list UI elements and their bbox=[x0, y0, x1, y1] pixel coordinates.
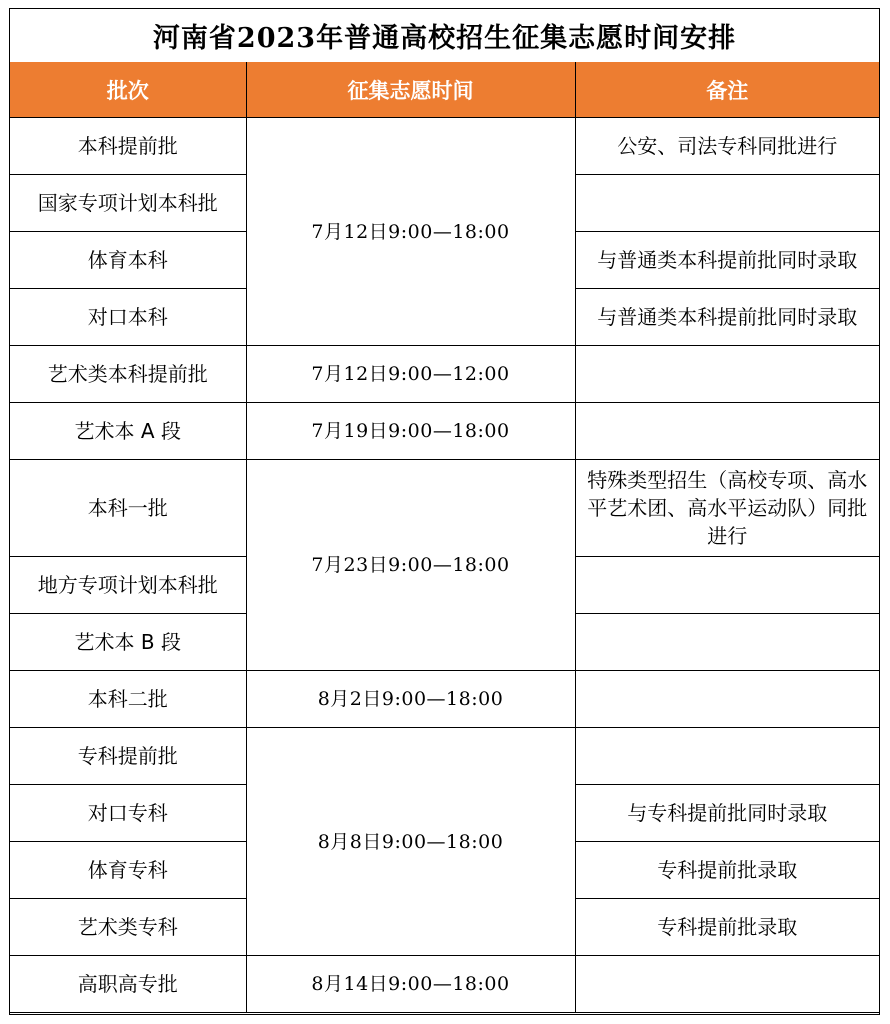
batch-cell: 专科提前批 bbox=[10, 728, 246, 785]
header-batch: 批次 bbox=[10, 62, 246, 118]
schedule-table bbox=[10, 62, 879, 1013]
note-cell: 与专科提前批同时录取 bbox=[575, 785, 879, 842]
batch-cell: 艺术类专科 bbox=[10, 899, 246, 956]
batch-cell: 本科一批 bbox=[10, 460, 246, 557]
note-cell bbox=[575, 175, 879, 232]
table-row bbox=[10, 118, 879, 175]
time-cell: 7月12日9:00—18:00 bbox=[246, 118, 575, 346]
table-row bbox=[10, 728, 879, 785]
batch-cell: 对口专科 bbox=[10, 785, 246, 842]
note-cell bbox=[575, 557, 879, 614]
note-cell: 与普通类本科提前批同时录取 bbox=[575, 232, 879, 289]
batch-cell: 体育专科 bbox=[10, 842, 246, 899]
note-cell: 公安、司法专科同批进行 bbox=[575, 118, 879, 175]
batch-cell: 本科二批 bbox=[10, 671, 246, 728]
note-cell bbox=[575, 614, 879, 671]
note-cell bbox=[575, 346, 879, 403]
schedule-sheet bbox=[9, 8, 880, 1015]
header-note: 备注 bbox=[575, 62, 879, 118]
time-cell: 7月23日9:00—18:00 bbox=[246, 460, 575, 671]
page-title: 河南省2023年普通高校招生征集志愿时间安排 bbox=[10, 9, 879, 63]
batch-cell: 地方专项计划本科批 bbox=[10, 557, 246, 614]
time-cell: 8月14日9:00—18:00 bbox=[246, 956, 575, 1013]
table-row bbox=[10, 671, 879, 728]
time-cell: 7月19日9:00—18:00 bbox=[246, 403, 575, 460]
table-row bbox=[10, 460, 879, 557]
batch-cell: 艺术本 B 段 bbox=[10, 614, 246, 671]
table-row bbox=[10, 346, 879, 403]
note-cell bbox=[575, 728, 879, 785]
table-header-row bbox=[10, 62, 879, 118]
time-cell: 8月2日9:00—18:00 bbox=[246, 671, 575, 728]
note-cell bbox=[575, 403, 879, 460]
note-cell: 专科提前批录取 bbox=[575, 842, 879, 899]
batch-cell: 本科提前批 bbox=[10, 118, 246, 175]
table-row bbox=[10, 956, 879, 1013]
note-cell bbox=[575, 671, 879, 728]
batch-cell: 对口本科 bbox=[10, 289, 246, 346]
note-cell: 特殊类型招生（高校专项、高水平艺术团、高水平运动队）同批进行 bbox=[575, 460, 879, 557]
note-cell: 与普通类本科提前批同时录取 bbox=[575, 289, 879, 346]
table-row bbox=[10, 403, 879, 460]
header-time: 征集志愿时间 bbox=[246, 62, 575, 118]
batch-cell: 体育本科 bbox=[10, 232, 246, 289]
note-cell bbox=[575, 956, 879, 1013]
batch-cell: 国家专项计划本科批 bbox=[10, 175, 246, 232]
time-cell: 8月8日9:00—18:00 bbox=[246, 728, 575, 956]
batch-cell: 高职高专批 bbox=[10, 956, 246, 1013]
batch-cell: 艺术本 A 段 bbox=[10, 403, 246, 460]
time-cell: 7月12日9:00—12:00 bbox=[246, 346, 575, 403]
note-cell: 专科提前批录取 bbox=[575, 899, 879, 956]
batch-cell: 艺术类本科提前批 bbox=[10, 346, 246, 403]
